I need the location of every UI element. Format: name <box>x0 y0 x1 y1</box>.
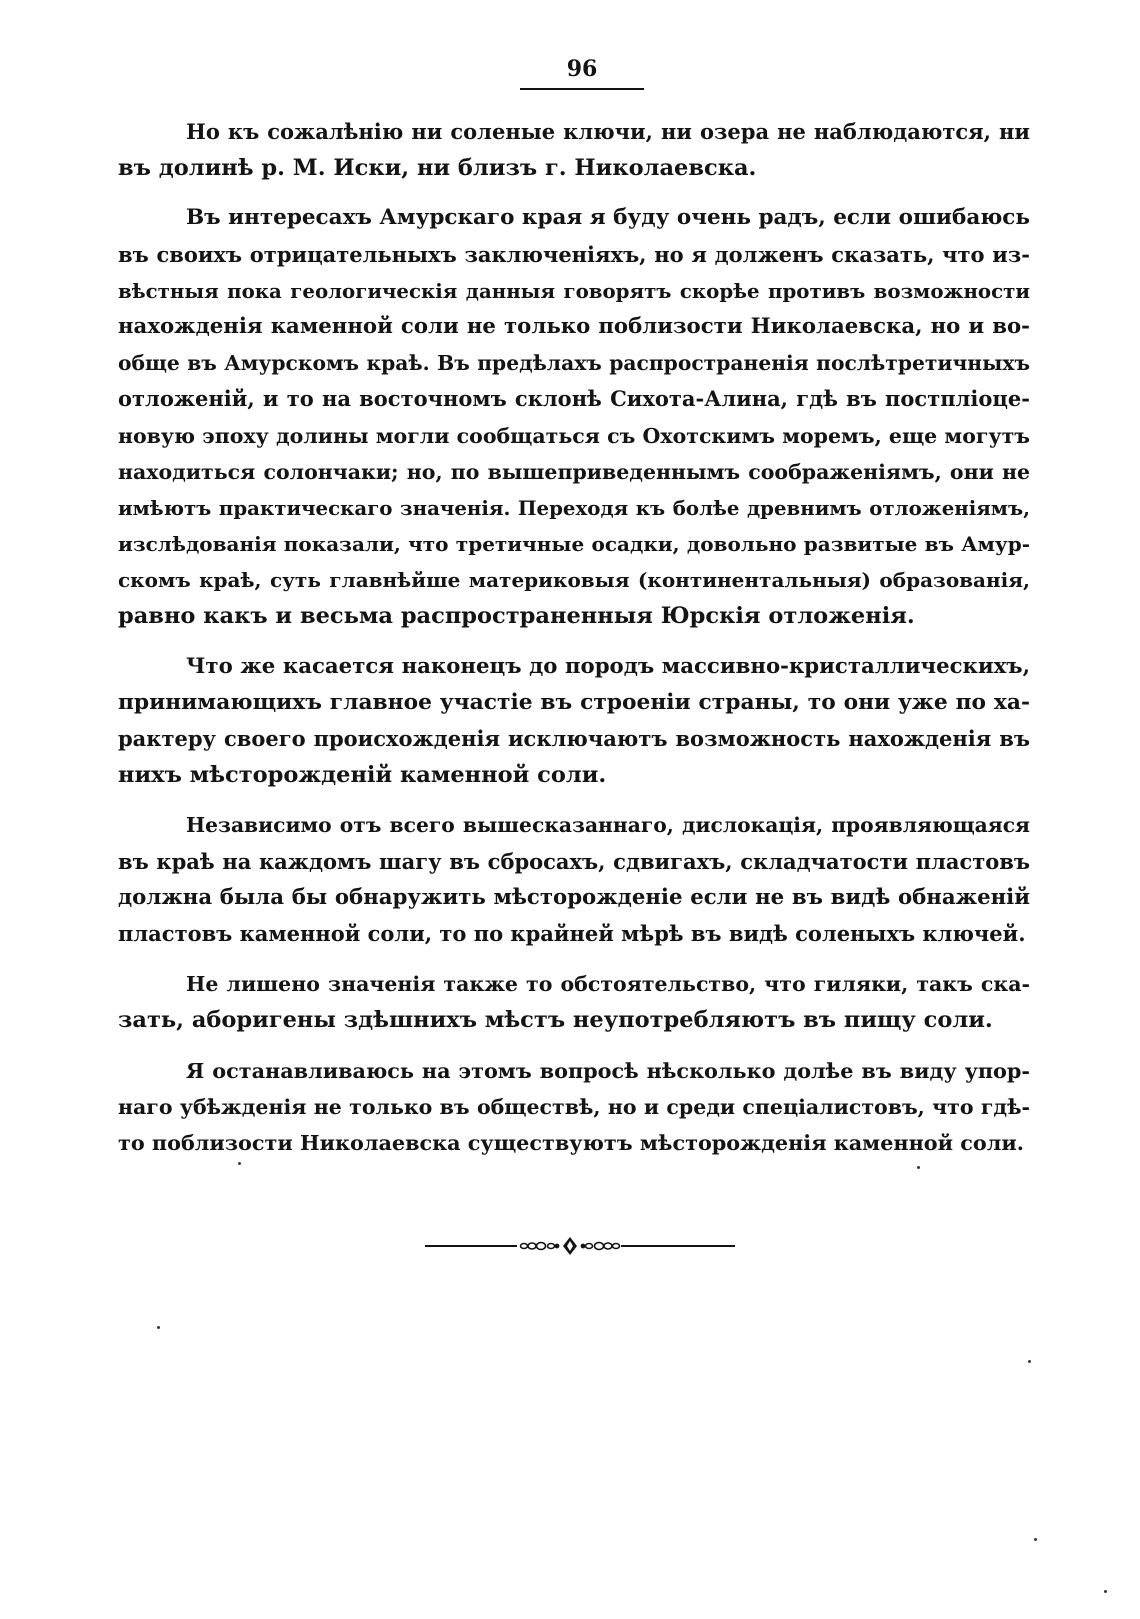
ornament-divider-icon <box>425 1236 735 1256</box>
paragraph <box>118 807 1030 952</box>
text-line: обще въ Амурскомъ краѣ. Въ предѣлахъ распространенія послѣтретичныхъ <box>118 351 1030 376</box>
text-line: Я останавливаюсь на этомъ вопросѣ нѣсколько долѣе въ виду упор- <box>186 1058 1030 1083</box>
text-line: имѣютъ практическаго значенія. Переходя къ болѣе древнимъ отложеніямъ, <box>118 495 1030 520</box>
paragraph <box>118 966 1030 1038</box>
paragraph <box>118 649 1030 794</box>
text-line: рактеру своего происхожденія исключаютъ возможность нахожденія въ <box>118 726 1030 751</box>
text-line: то поблизости Николаевска существуютъ мѣсторожденія каменной соли. <box>118 1130 1024 1155</box>
body-text <box>118 114 1030 1175</box>
text-line: равно какъ и весьма распространенныя Юрскія отложенія. <box>118 603 915 630</box>
paragraph <box>118 1053 1030 1162</box>
text-line: нихъ мѣсторожденій каменной соли. <box>118 762 607 789</box>
text-line: въ краѣ на каждомъ шагу въ сбросахъ, сдвигахъ, складчатости пластовъ <box>118 848 1030 874</box>
text-line: принимающихъ главное участіе въ строеніи страны, то они уже по ха- <box>118 689 1030 715</box>
paper-speck <box>157 1326 160 1329</box>
text-line: нахожденія каменной соли не только поблизости Николаевска, но и во- <box>118 313 1030 339</box>
page-number: 96 <box>520 56 644 90</box>
text-line: отложеній, и то на восточномъ склонѣ Сихота-Алина, гдѣ въ постпліоце- <box>118 386 1030 412</box>
text-line: въ долинѣ р. М. Иски, ни близъ г. Николаевска. <box>118 155 757 182</box>
text-line: Но къ сожалѣнію ни соленые ключи, ни озера не наблюдаются, ни <box>186 119 1030 144</box>
paper-speck <box>1104 1590 1107 1593</box>
text-line: Въ интересахъ Амурскаго края я буду очень радъ, если ошибаюсь <box>186 205 1030 231</box>
paragraph <box>118 200 1030 634</box>
text-line: вѣстныя пока геологическія данныя говорятъ скорѣе противъ возможности <box>118 278 1030 303</box>
text-line: находиться солончаки; но, по вышеприведеннымъ соображеніямъ, они не <box>118 459 1030 484</box>
paper-speck <box>1028 1360 1031 1363</box>
paragraph <box>118 114 1030 186</box>
paper-speck <box>917 1166 920 1169</box>
text-line: Что же касается наконецъ до породъ массивно-кристаллическихъ, <box>186 653 1030 679</box>
text-line: скомъ краѣ, суть главнѣйше материковыя (континентальныя) образованія, <box>118 568 1030 593</box>
text-line: изслѣдованія показали, что третичные осадки, довольно развитые въ Амур- <box>118 532 1030 557</box>
paper-speck <box>1034 1538 1037 1541</box>
paper-speck <box>238 1162 241 1165</box>
text-line: въ своихъ отрицательныхъ заключеніяхъ, но я долженъ сказать, что из- <box>118 241 1030 267</box>
text-line: зать, аборигены здѣшнихъ мѣстъ неупотребляютъ въ пищу соли. <box>118 1007 993 1034</box>
text-line: наго убѣжденія не только въ обществѣ, но и среди спеціалистовъ, что гдѣ- <box>118 1094 1030 1119</box>
text-line: Независимо отъ всего вышесказаннаго, дислокація, проявляющаяся <box>186 813 1030 838</box>
text-line: пластовъ каменной соли, то по крайней мѣрѣ въ видѣ соленыхъ ключей. <box>118 920 1026 946</box>
text-line: новую эпоху долины могли сообщаться съ Охотскимъ моремъ, еще могутъ <box>118 423 1030 448</box>
text-line: должна была бы обнаружить мѣсторожденіе если не въ видѣ обнаженій <box>118 884 1030 910</box>
text-line: Не лишено значенія также то обстоятельство, что гиляки, такъ ска- <box>186 972 1030 997</box>
